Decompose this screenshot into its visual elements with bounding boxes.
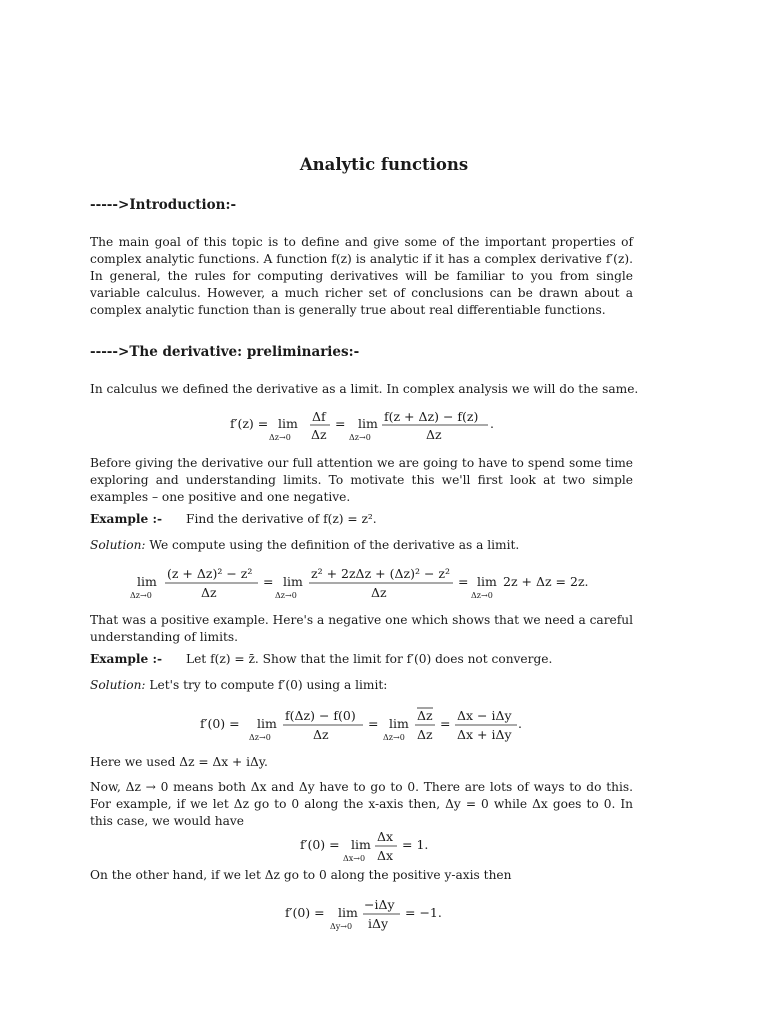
svg-text:=: =	[368, 716, 379, 731]
svg-text:iΔy: iΔy	[368, 916, 389, 931]
paths-paragraph: Now, Δz → 0 means both Δx and Δy have to go to 0. There are lots of ways to do this. For example, if we let Δz go to 0 along the x-axis then, Δy = 0 while Δx goes to 0. In this case, we would have	[90, 780, 633, 828]
svg-text:Δx − iΔy: Δx − iΔy	[457, 708, 512, 723]
solution-2-label: Solution:	[90, 678, 146, 692]
svg-text:lim: lim	[257, 716, 277, 731]
svg-text:Δz: Δz	[426, 427, 442, 442]
svg-text:=: =	[458, 574, 469, 589]
svg-text:Δz→0: Δz→0	[249, 733, 271, 742]
svg-text:Δz: Δz	[417, 727, 433, 742]
positive-example-paragraph: That was a positive example. Here's a negative one which shows that we need a careful understanding of limits.	[90, 613, 633, 644]
example-1	[90, 511, 377, 528]
svg-text:z² + 2zΔz + (Δz)² − z²: z² + 2zΔz + (Δz)² − z²	[311, 566, 450, 581]
svg-text:lim: lim	[137, 574, 157, 589]
solution-1-text: We compute using the definition of the derivative as a limit.	[149, 538, 520, 552]
svg-text:Δz→0: Δz→0	[275, 591, 297, 600]
section-heading-introduction: ----->Introduction:-	[90, 197, 237, 213]
solution-2	[90, 677, 387, 694]
svg-text:f′(0) =: f′(0) =	[200, 716, 240, 731]
equation-z-squared-derivative	[125, 562, 605, 602]
svg-text:.: .	[518, 716, 522, 731]
equation-x-axis-limit	[295, 827, 445, 867]
svg-text:=: =	[263, 574, 274, 589]
svg-text:= 1.: = 1.	[402, 837, 429, 852]
svg-text:lim: lim	[358, 416, 378, 431]
svg-text:Δz→0: Δz→0	[349, 433, 371, 442]
svg-text:lim: lim	[351, 837, 371, 852]
equation-y-axis-limit	[280, 893, 460, 935]
svg-text:f(Δz) − f(0): f(Δz) − f(0)	[285, 708, 356, 723]
solution-1-label: Solution:	[90, 538, 146, 552]
page-title: Analytic functions	[299, 155, 469, 174]
svg-text:Δx→0: Δx→0	[343, 854, 366, 863]
example-1-text: Find the derivative of f(z) = z².	[186, 512, 377, 526]
svg-text:Δx + iΔy: Δx + iΔy	[457, 727, 512, 742]
svg-text:=: =	[335, 416, 346, 431]
example-2-text: Let f(z) = z̄. Show that the limit for f′(0) does not converge.	[186, 652, 553, 666]
svg-text:Δz: Δz	[313, 727, 329, 742]
svg-text:(z + Δz)² − z²: (z + Δz)² − z²	[167, 566, 253, 581]
motivation-paragraph: Before giving the derivative our full attention we are going to have to spend some time exploring and understanding limits. To motivate this we'll first look at two simple examples – one positive and one negative.	[90, 456, 633, 504]
svg-text:2z + Δz = 2z.: 2z + Δz = 2z.	[503, 574, 589, 589]
intro-paragraph: The main goal of this topic is to define and give some of the important properties of complex analytic functions. A function f(z) is analytic if it has a complex derivative f′(z). In general, the rules for computing derivatives will be familiar to you from single variable calculus. However, a much richer set of conclusions can be drawn about a complex analytic function than is generally true about real differentiable functions.	[90, 235, 633, 317]
example-2-label: Example :-	[90, 652, 163, 666]
here-we-used-line: Here we used Δz = Δx + iΔy.	[90, 755, 268, 769]
other-hand-line: On the other hand, if we let Δz go to 0 along the positive y-axis then	[90, 868, 512, 882]
svg-text:f′(0) =: f′(0) =	[285, 905, 325, 920]
svg-text:Δx: Δx	[377, 848, 394, 863]
svg-text:−iΔy: −iΔy	[364, 897, 395, 912]
svg-text:lim: lim	[477, 574, 497, 589]
example-1-label: Example :-	[90, 512, 163, 526]
svg-text:.: .	[490, 416, 494, 431]
svg-text:Δz→0: Δz→0	[383, 733, 405, 742]
svg-text:Δz→0: Δz→0	[130, 591, 152, 600]
svg-text:Δz→0: Δz→0	[269, 433, 291, 442]
solution-1	[90, 537, 519, 554]
svg-text:Δx: Δx	[377, 829, 394, 844]
solution-2-text: Let's try to compute f′(0) using a limit:	[149, 678, 388, 692]
svg-text:lim: lim	[278, 416, 298, 431]
svg-text:Δz: Δz	[371, 585, 387, 600]
svg-text:Δf: Δf	[312, 409, 326, 424]
svg-text:Δz: Δz	[417, 708, 433, 723]
svg-text:Δz: Δz	[311, 427, 327, 442]
svg-text:= −1.: = −1.	[405, 905, 442, 920]
svg-text:f(z + Δz) − f(z): f(z + Δz) − f(z)	[384, 409, 479, 424]
equation-derivative-definition-text: f′(z) =	[230, 416, 269, 431]
svg-text:lim: lim	[389, 716, 409, 731]
equation-conjugate-limit	[195, 703, 535, 745]
svg-text:Δy→0: Δy→0	[330, 922, 353, 931]
svg-text:Δz: Δz	[201, 585, 217, 600]
svg-text:lim: lim	[283, 574, 303, 589]
svg-text:Δz→0: Δz→0	[471, 591, 493, 600]
example-2	[90, 651, 553, 668]
section-heading-derivative: ----->The derivative: preliminaries:-	[90, 344, 360, 360]
svg-text:=: =	[440, 716, 451, 731]
svg-text:f′(0) =: f′(0) =	[300, 837, 340, 852]
equation-derivative-definition	[220, 406, 510, 446]
calculus-sentence: In calculus we defined the derivative as a limit. In complex analysis we will do the same.	[90, 382, 639, 396]
svg-text:lim: lim	[338, 905, 358, 920]
